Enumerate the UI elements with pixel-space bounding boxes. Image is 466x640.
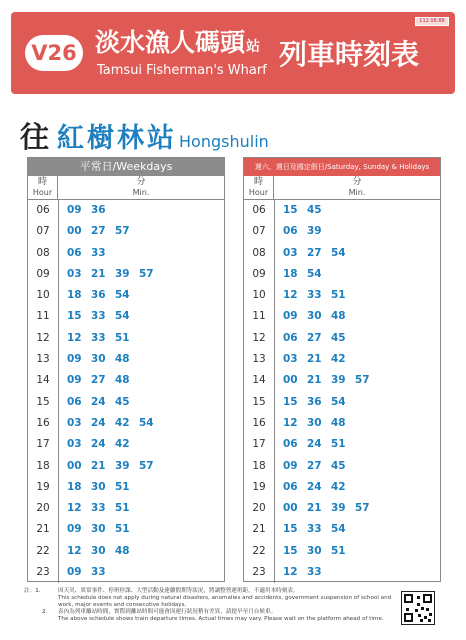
qr-module [417, 603, 420, 606]
weekday-column-headers [28, 176, 224, 200]
departure-minute: 42 [331, 480, 346, 493]
minutes-cell [67, 498, 139, 519]
hour-cell: 13 [252, 353, 266, 366]
table-row [28, 519, 224, 540]
departure-minute: 36 [307, 395, 322, 408]
table-row [28, 456, 224, 477]
departure-minute: 45 [331, 331, 346, 344]
hour-cell: 16 [252, 416, 266, 429]
departure-minute: 12 [283, 566, 298, 579]
departure-minute: 03 [283, 353, 298, 366]
hour-cell: 19 [36, 480, 50, 493]
departure-minute: 09 [283, 459, 298, 472]
station-name-zh-text: 淡水漁人碼頭 [95, 28, 246, 57]
minutes-cell [283, 456, 355, 477]
departure-minute: 48 [115, 353, 130, 366]
hour-column-header [28, 176, 58, 200]
destination-name-en: Hongshulin [179, 132, 269, 151]
departure-minute: 39 [115, 267, 130, 280]
minute-label-en: Min. [348, 188, 366, 197]
departure-minute: 21 [307, 353, 322, 366]
departure-minute: 27 [307, 331, 322, 344]
minutes-cell [67, 519, 139, 540]
version-tag: 112.08.88 [415, 17, 449, 26]
table-row [244, 519, 440, 540]
footnote-2-en: The above schedule shows train departure times. Actual times may vary. Please wait on the platform ahead of time. [58, 616, 384, 622]
departure-minute: 30 [307, 310, 322, 323]
hour-cell: 22 [36, 544, 50, 557]
hour-cell: 21 [36, 523, 50, 536]
footnotes [24, 588, 394, 623]
departure-minute: 36 [91, 204, 106, 216]
hour-label-zh: 時 [37, 177, 47, 187]
hour-cell: 17 [252, 438, 266, 451]
hour-cell: 12 [252, 331, 266, 344]
minutes-cell [67, 456, 163, 477]
minute-column-header [274, 176, 440, 200]
departure-minute: 24 [91, 395, 106, 408]
departure-minute: 15 [283, 544, 298, 557]
departure-minute: 00 [283, 502, 298, 515]
footnote-2-zh: 表內為列車離站時間，實際到離站時間可能會因運行狀況稍有差異，請提早至月台候車。 [58, 609, 277, 615]
weekend-column-headers [244, 176, 440, 200]
minutes-cell [67, 200, 115, 221]
hour-cell: 23 [36, 566, 50, 579]
departure-minute: 24 [307, 480, 322, 493]
hour-cell: 23 [252, 566, 266, 579]
departure-minute: 12 [67, 331, 82, 344]
table-row [28, 200, 224, 221]
departure-minute: 45 [331, 459, 346, 472]
departure-minute: 57 [355, 374, 370, 387]
hour-cell: 15 [252, 395, 266, 408]
departure-minute: 48 [115, 374, 130, 387]
departure-minute: 54 [307, 267, 322, 280]
hour-cell: 09 [252, 267, 266, 280]
minute-column-header [58, 176, 224, 200]
departure-minute: 27 [307, 459, 322, 472]
minutes-cell [67, 477, 139, 498]
departure-minute: 09 [67, 374, 82, 387]
hour-cell: 20 [36, 502, 50, 515]
departure-minute: 33 [307, 566, 322, 579]
minutes-cell [283, 328, 355, 349]
departure-minute: 18 [283, 267, 298, 280]
departure-minute: 27 [91, 374, 106, 387]
hour-cell: 12 [36, 331, 50, 344]
hour-cell: 08 [252, 246, 266, 259]
minutes-cell [283, 541, 355, 562]
departure-minute: 09 [67, 566, 82, 579]
minutes-cell [67, 349, 139, 370]
minutes-cell [67, 306, 139, 327]
departure-minute: 33 [307, 289, 322, 302]
hour-cell: 09 [36, 267, 50, 280]
minutes-cell [283, 434, 355, 455]
qr-module [428, 619, 431, 622]
destination-heading [20, 115, 269, 154]
table-row [28, 306, 224, 327]
departure-minute: 33 [91, 246, 106, 259]
qr-code[interactable] [401, 591, 435, 625]
table-row [244, 243, 440, 264]
hour-cell: 19 [252, 480, 266, 493]
departure-minute: 54 [115, 310, 130, 323]
table-row [244, 562, 440, 583]
departure-minute: 09 [67, 204, 82, 216]
departure-minute: 03 [283, 246, 298, 259]
departure-minute: 57 [139, 267, 154, 280]
departure-minute: 33 [91, 310, 106, 323]
hour-label-en: Hour [32, 188, 53, 197]
footnote-1-en: This schedule does not apply during natural disasters, anomalies and accidents, government suspension of school and work, major events and consecutive holidays. [58, 595, 392, 608]
departure-minute: 39 [331, 374, 346, 387]
departure-minute: 51 [115, 502, 130, 515]
departure-minute: 39 [115, 459, 130, 472]
table-row [244, 200, 440, 221]
departure-minute: 21 [307, 374, 322, 387]
weekend-rows [244, 200, 440, 583]
hour-cell: 06 [36, 204, 50, 216]
table-row [28, 541, 224, 562]
qr-module [406, 608, 409, 611]
station-name-zh [95, 28, 260, 62]
minute-label-en: Min. [132, 188, 150, 197]
departure-minute: 03 [67, 267, 82, 280]
table-row [28, 498, 224, 519]
qr-finder-pattern [404, 594, 413, 603]
departure-minute: 51 [331, 289, 346, 302]
minute-label-zh: 分 [136, 177, 146, 187]
station-suffix: 站 [246, 39, 261, 55]
departure-minute: 39 [307, 225, 322, 238]
table-row [28, 370, 224, 391]
hour-cell: 14 [36, 374, 50, 387]
minutes-cell [283, 285, 355, 306]
departure-minute: 00 [67, 225, 82, 238]
departure-minute: 45 [307, 204, 322, 216]
weekend-heading: 週六、週日及國定假日/Saturday, Sunday & Holidays [244, 158, 440, 176]
hour-cell: 11 [36, 310, 50, 323]
departure-minute: 33 [91, 331, 106, 344]
qr-module [429, 613, 432, 616]
table-row [244, 370, 440, 391]
table-row [244, 456, 440, 477]
departure-minute: 42 [331, 353, 346, 366]
weekend-table [243, 157, 441, 582]
departure-minute: 18 [67, 289, 82, 302]
departure-minute: 09 [67, 353, 82, 366]
hour-cell: 22 [252, 544, 266, 557]
qr-module [415, 609, 418, 612]
destination-prefix: 往 [20, 120, 50, 154]
departure-minute: 51 [331, 438, 346, 451]
table-row [244, 349, 440, 370]
minutes-cell [283, 370, 379, 391]
table-row [28, 221, 224, 242]
minutes-cell [67, 328, 139, 349]
departure-minute: 54 [115, 289, 130, 302]
departure-minute: 06 [67, 246, 82, 259]
hour-cell: 16 [36, 416, 50, 429]
table-row [28, 328, 224, 349]
departure-minute: 42 [115, 438, 130, 451]
table-row [244, 392, 440, 413]
table-row [244, 306, 440, 327]
minutes-cell [283, 392, 355, 413]
hour-cell: 10 [36, 289, 50, 302]
minute-label-zh: 分 [352, 177, 362, 187]
hour-cell: 11 [252, 310, 266, 323]
hour-cell: 10 [252, 289, 266, 302]
minutes-cell [283, 477, 355, 498]
station-name-en: Tamsui Fisherman's Wharf [97, 63, 267, 78]
minutes-cell [67, 370, 139, 391]
minutes-cell [283, 200, 331, 221]
departure-minute: 06 [283, 438, 298, 451]
weekday-heading: 平常日/Weekdays [28, 158, 224, 176]
table-row [244, 434, 440, 455]
departure-minute: 06 [283, 225, 298, 238]
departure-minute: 15 [283, 523, 298, 536]
departure-minute: 24 [91, 416, 106, 429]
minutes-cell [67, 221, 139, 242]
table-row [244, 328, 440, 349]
departure-minute: 27 [91, 225, 106, 238]
departure-minute: 30 [91, 523, 106, 536]
departure-minute: 12 [283, 416, 298, 429]
minutes-cell [283, 562, 331, 583]
departure-minute: 12 [283, 289, 298, 302]
table-row [244, 221, 440, 242]
departure-minute: 30 [91, 544, 106, 557]
weekday-rows [28, 200, 224, 583]
qr-finder-pattern [404, 613, 413, 622]
minutes-cell [67, 434, 139, 455]
departure-minute: 30 [91, 480, 106, 493]
departure-minute: 48 [115, 544, 130, 557]
minutes-cell [283, 264, 331, 285]
departure-minute: 33 [91, 566, 106, 579]
minutes-cell [67, 413, 163, 434]
minutes-cell [67, 392, 139, 413]
departure-minute: 09 [283, 310, 298, 323]
departure-minute: 24 [307, 438, 322, 451]
qr-module [417, 596, 420, 599]
minutes-cell [283, 221, 331, 242]
hour-cell: 07 [36, 225, 50, 238]
hour-cell: 21 [252, 523, 266, 536]
departure-minute: 51 [115, 480, 130, 493]
departure-minute: 03 [67, 416, 82, 429]
minutes-cell [283, 413, 355, 434]
minutes-cell [283, 243, 355, 264]
hour-cell: 14 [252, 374, 266, 387]
hour-cell: 07 [252, 225, 266, 238]
qr-finder-pattern [423, 594, 432, 603]
departure-minute: 30 [91, 353, 106, 366]
table-row [28, 349, 224, 370]
departure-minute: 48 [331, 310, 346, 323]
departure-minute: 54 [331, 395, 346, 408]
departure-minute: 21 [91, 459, 106, 472]
hour-cell: 20 [252, 502, 266, 515]
departure-minute: 57 [355, 502, 370, 515]
departure-minute: 06 [67, 395, 82, 408]
hour-column-header [244, 176, 274, 200]
table-row [28, 562, 224, 583]
departure-minute: 06 [283, 331, 298, 344]
destination-name-zh: 紅樹林站 [57, 123, 178, 154]
departure-minute: 30 [307, 416, 322, 429]
hour-cell: 18 [252, 459, 266, 472]
qr-module [426, 608, 429, 611]
departure-minute: 33 [307, 523, 322, 536]
hour-cell: 13 [36, 353, 50, 366]
hour-cell: 15 [36, 395, 50, 408]
departure-minute: 48 [331, 416, 346, 429]
departure-minute: 45 [115, 395, 130, 408]
hour-label-en: Hour [248, 188, 269, 197]
minutes-cell [67, 285, 139, 306]
table-row [244, 413, 440, 434]
departure-minute: 00 [67, 459, 82, 472]
departure-minute: 00 [283, 374, 298, 387]
departure-minute: 57 [115, 225, 130, 238]
departure-minute: 21 [91, 267, 106, 280]
table-row [28, 264, 224, 285]
header-banner [11, 12, 455, 94]
footnote-1-zh: 因天災、異常事件、停班停課、大型活動及連續假期等狀況，將調整營運班距，不適用本時刻表。 [58, 588, 299, 594]
departure-minute: 54 [331, 523, 346, 536]
departure-minute: 12 [67, 544, 82, 557]
departure-minute: 33 [91, 502, 106, 515]
departure-minute: 18 [67, 480, 82, 493]
table-row [28, 392, 224, 413]
departure-minute: 39 [331, 502, 346, 515]
departure-minute: 51 [115, 331, 130, 344]
departure-minute: 51 [115, 523, 130, 536]
minutes-cell [67, 243, 115, 264]
route-code-badge: V26 [25, 35, 83, 71]
minutes-cell [67, 562, 115, 583]
qr-module [418, 614, 421, 617]
departure-minute: 24 [91, 438, 106, 451]
table-row [28, 243, 224, 264]
table-row [28, 285, 224, 306]
footnote-label: 註：1. [24, 588, 41, 594]
table-row [244, 285, 440, 306]
minutes-cell [67, 264, 163, 285]
hour-cell: 18 [36, 459, 50, 472]
departure-minute: 15 [67, 310, 82, 323]
hour-cell: 17 [36, 438, 50, 451]
qr-module [421, 607, 424, 610]
hour-cell: 08 [36, 246, 50, 259]
page-title: 列車時刻表 [279, 38, 420, 71]
departure-minute: 36 [91, 289, 106, 302]
departure-minute: 15 [283, 395, 298, 408]
minutes-cell [283, 519, 355, 540]
table-row [28, 477, 224, 498]
departure-minute: 42 [115, 416, 130, 429]
footnote-1 [24, 588, 394, 609]
departure-minute: 30 [307, 544, 322, 557]
table-row [244, 541, 440, 562]
footnote-2 [24, 609, 394, 623]
departure-minute: 12 [67, 502, 82, 515]
minutes-cell [283, 498, 379, 519]
table-row [28, 413, 224, 434]
minutes-cell [67, 541, 139, 562]
table-row [244, 264, 440, 285]
qr-module [420, 619, 423, 622]
footnote-label-2: 2. [42, 609, 48, 615]
hour-cell: 06 [252, 204, 266, 216]
qr-module [424, 616, 427, 619]
departure-minute: 27 [307, 246, 322, 259]
weekday-table [27, 157, 225, 582]
departure-minute: 54 [139, 416, 154, 429]
departure-minute: 54 [331, 246, 346, 259]
minutes-cell [283, 349, 355, 370]
departure-minute: 06 [283, 480, 298, 493]
departure-minute: 15 [283, 204, 298, 216]
departure-minute: 57 [139, 459, 154, 472]
departure-minute: 21 [307, 502, 322, 515]
departure-minute: 09 [67, 523, 82, 536]
minutes-cell [283, 306, 355, 327]
table-row [28, 434, 224, 455]
departure-minute: 51 [331, 544, 346, 557]
table-row [244, 477, 440, 498]
table-row [244, 498, 440, 519]
departure-minute: 03 [67, 438, 82, 451]
hour-label-zh: 時 [253, 177, 263, 187]
